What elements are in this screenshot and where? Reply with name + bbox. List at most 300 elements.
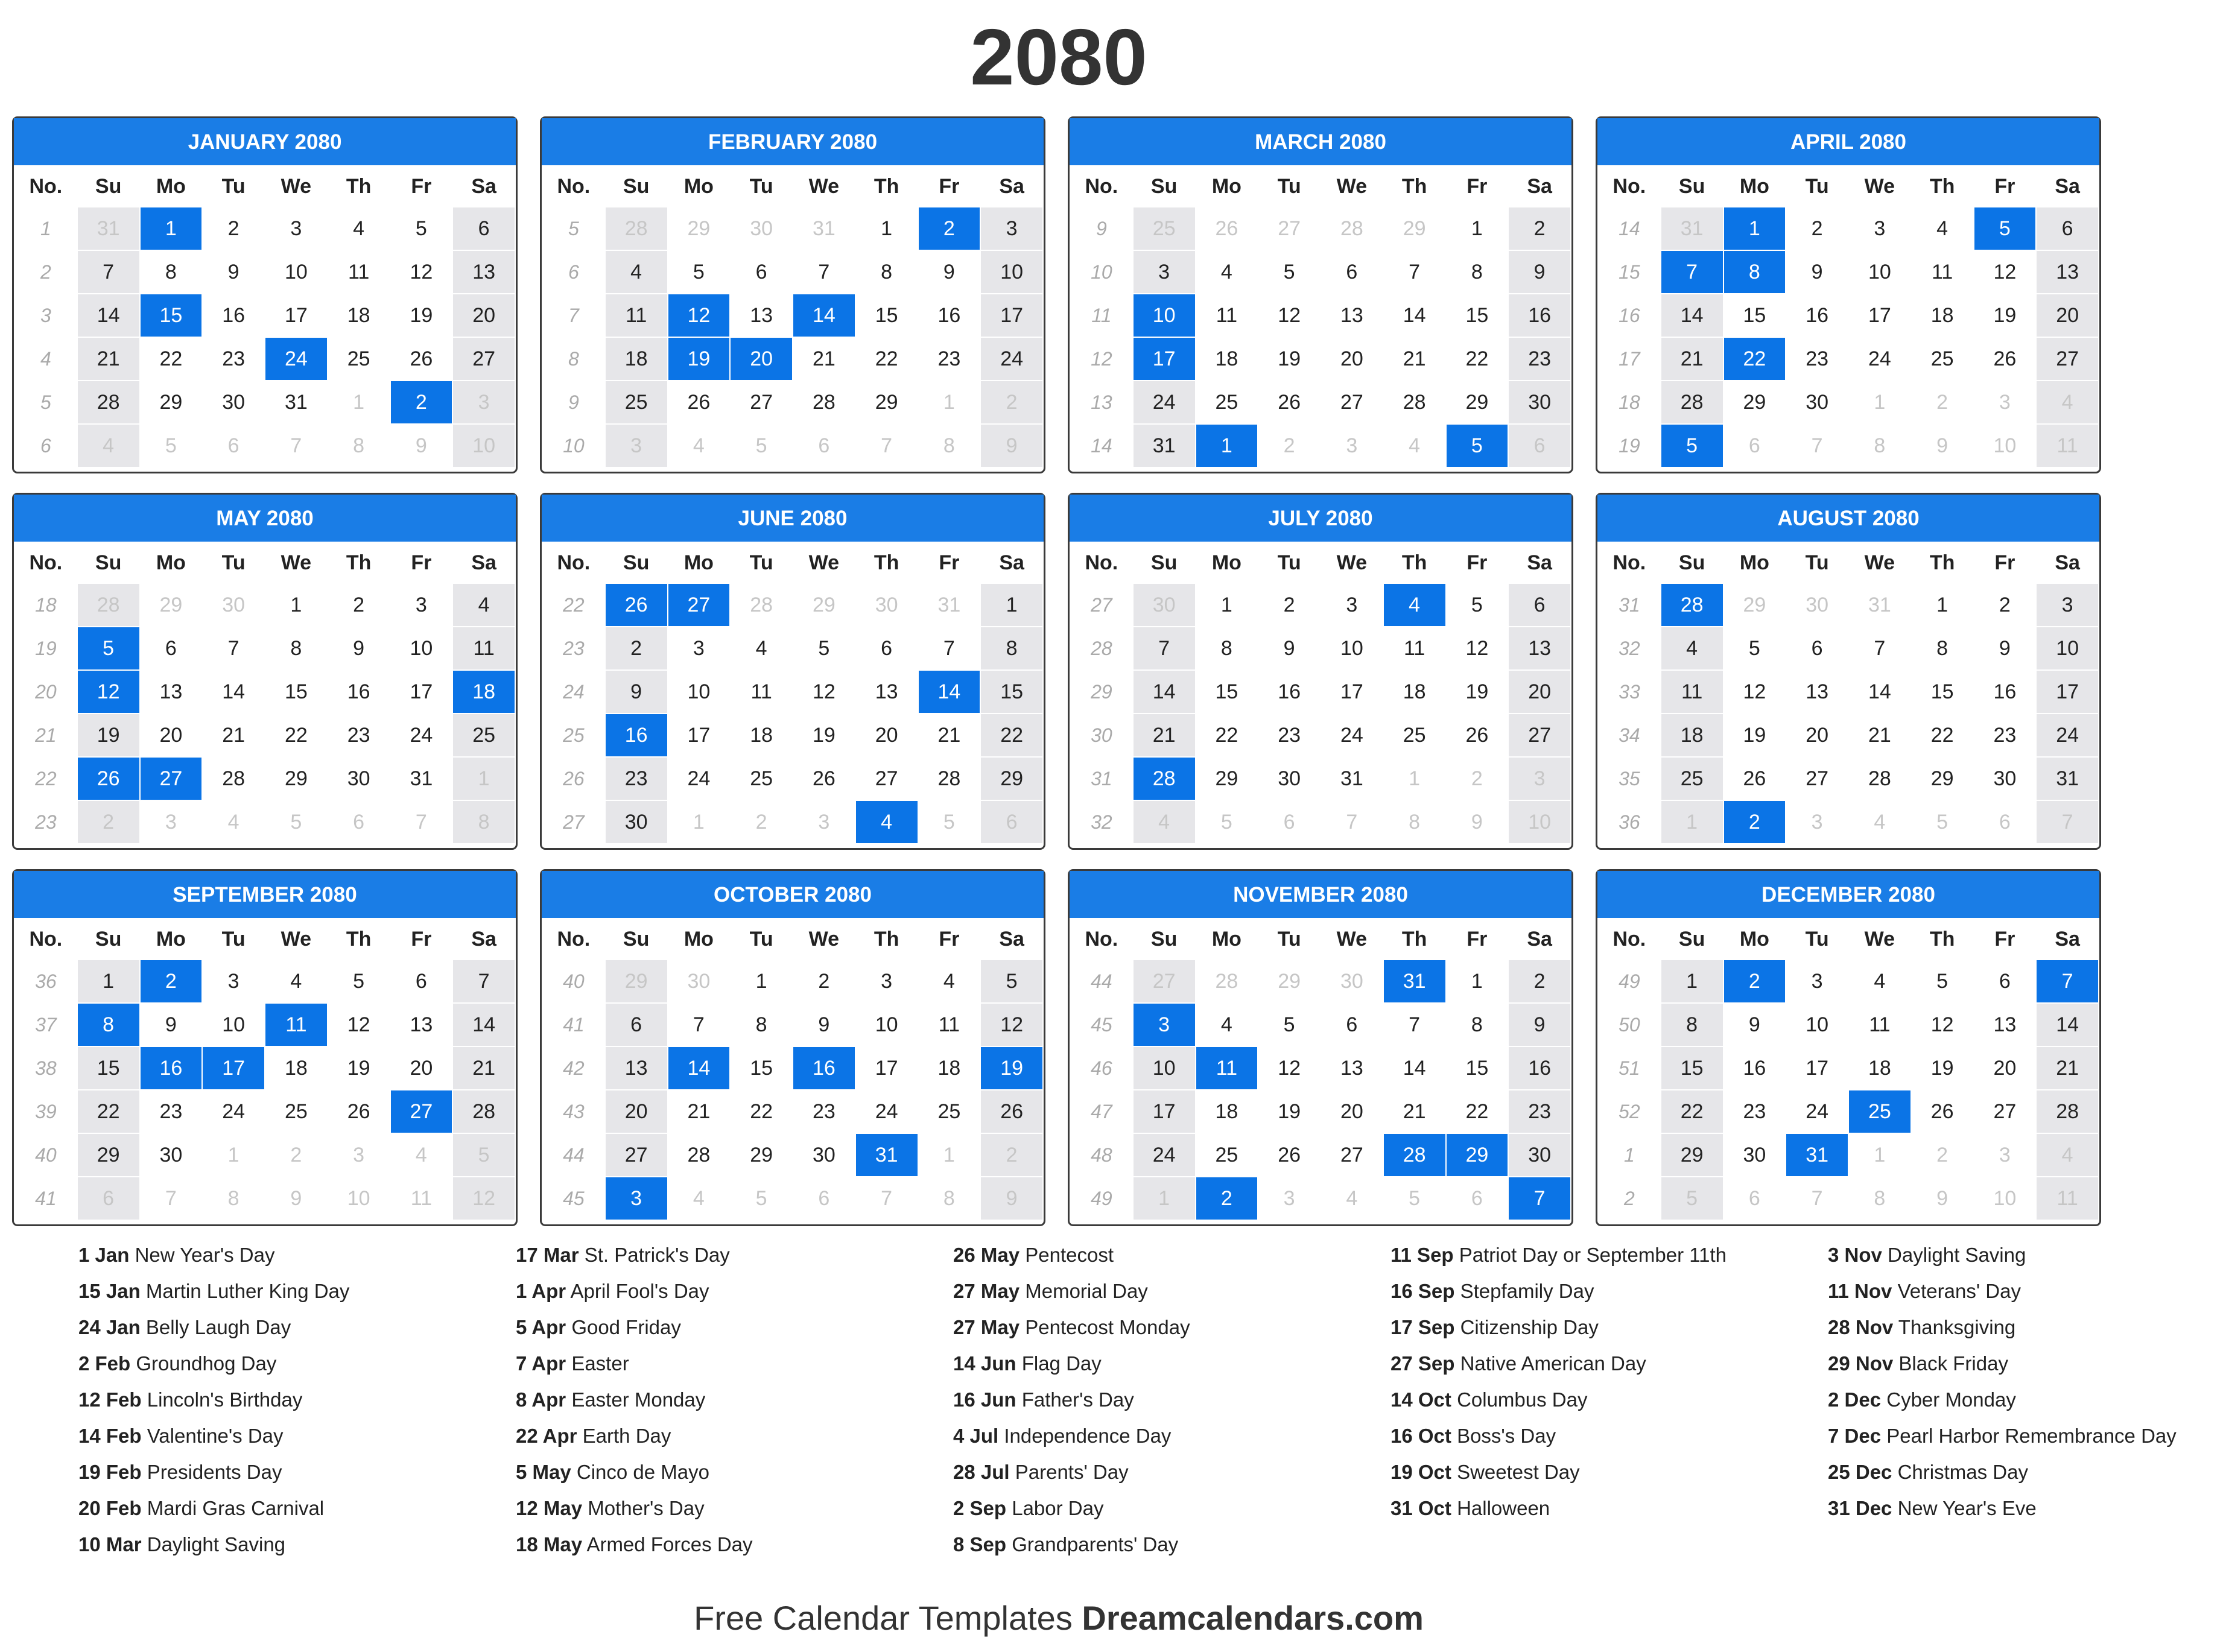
day-cell[interactable]: 11 bbox=[731, 671, 792, 714]
adjacent-day-cell[interactable]: 10 bbox=[1974, 425, 2036, 468]
day-cell[interactable]: 22 bbox=[1912, 714, 1973, 758]
holiday-day-cell[interactable]: 27 bbox=[668, 584, 730, 627]
day-cell[interactable]: 4 bbox=[328, 207, 390, 251]
adjacent-day-cell[interactable]: 8 bbox=[919, 1177, 980, 1221]
holiday-day-cell[interactable]: 5 bbox=[1974, 207, 2036, 251]
day-cell[interactable]: 5 bbox=[981, 960, 1042, 1004]
day-cell[interactable]: 20 bbox=[856, 714, 918, 758]
day-cell[interactable]: 11 bbox=[1196, 294, 1258, 338]
adjacent-day-cell[interactable]: 31 bbox=[793, 207, 855, 251]
day-cell[interactable]: 29 bbox=[1661, 1134, 1723, 1177]
day-cell[interactable]: 27 bbox=[1974, 1090, 2036, 1134]
day-cell[interactable]: 3 bbox=[1786, 960, 1848, 1004]
day-cell[interactable]: 28 bbox=[1384, 381, 1445, 425]
holiday-day-cell[interactable]: 10 bbox=[1134, 294, 1195, 338]
adjacent-day-cell[interactable]: 7 bbox=[265, 425, 327, 468]
day-cell[interactable]: 5 bbox=[328, 960, 390, 1004]
day-cell[interactable]: 5 bbox=[793, 627, 855, 671]
adjacent-day-cell[interactable]: 10 bbox=[453, 425, 515, 468]
day-cell[interactable]: 9 bbox=[203, 251, 264, 294]
adjacent-day-cell[interactable]: 5 bbox=[1661, 1177, 1723, 1221]
day-cell[interactable]: 17 bbox=[391, 671, 452, 714]
adjacent-day-cell[interactable]: 6 bbox=[793, 1177, 855, 1221]
holiday-day-cell[interactable]: 2 bbox=[1196, 1177, 1258, 1221]
holiday-day-cell[interactable]: 7 bbox=[1509, 1177, 1570, 1221]
day-cell[interactable]: 9 bbox=[1509, 251, 1570, 294]
day-cell[interactable]: 5 bbox=[391, 207, 452, 251]
day-cell[interactable]: 10 bbox=[1321, 627, 1383, 671]
day-cell[interactable]: 12 bbox=[391, 251, 452, 294]
day-cell[interactable]: 18 bbox=[328, 294, 390, 338]
day-cell[interactable]: 27 bbox=[731, 381, 792, 425]
day-cell[interactable]: 14 bbox=[1849, 671, 1910, 714]
day-cell[interactable]: 8 bbox=[981, 627, 1042, 671]
adjacent-day-cell[interactable]: 1 bbox=[1661, 801, 1723, 844]
adjacent-day-cell[interactable]: 3 bbox=[606, 425, 667, 468]
adjacent-day-cell[interactable]: 30 bbox=[203, 584, 264, 627]
adjacent-day-cell[interactable]: 4 bbox=[2037, 1134, 2098, 1177]
day-cell[interactable]: 25 bbox=[1196, 381, 1258, 425]
day-cell[interactable]: 10 bbox=[1786, 1004, 1848, 1047]
adjacent-day-cell[interactable]: 5 bbox=[141, 425, 202, 468]
day-cell[interactable]: 6 bbox=[141, 627, 202, 671]
day-cell[interactable]: 27 bbox=[1321, 381, 1383, 425]
adjacent-day-cell[interactable]: 9 bbox=[1912, 1177, 1973, 1221]
holiday-day-cell[interactable]: 28 bbox=[1134, 758, 1195, 801]
holiday-day-cell[interactable]: 27 bbox=[141, 758, 202, 801]
day-cell[interactable]: 5 bbox=[1724, 627, 1786, 671]
day-cell[interactable]: 23 bbox=[141, 1090, 202, 1134]
day-cell[interactable]: 22 bbox=[265, 714, 327, 758]
day-cell[interactable]: 6 bbox=[856, 627, 918, 671]
adjacent-day-cell[interactable]: 9 bbox=[1912, 425, 1973, 468]
day-cell[interactable]: 6 bbox=[606, 1004, 667, 1047]
holiday-day-cell[interactable]: 1 bbox=[1196, 425, 1258, 468]
holiday-day-cell[interactable]: 16 bbox=[606, 714, 667, 758]
day-cell[interactable]: 25 bbox=[731, 758, 792, 801]
adjacent-day-cell[interactable]: 29 bbox=[1258, 960, 1320, 1004]
day-cell[interactable]: 27 bbox=[606, 1134, 667, 1177]
holiday-day-cell[interactable]: 1 bbox=[141, 207, 202, 251]
day-cell[interactable]: 16 bbox=[1258, 671, 1320, 714]
day-cell[interactable]: 11 bbox=[606, 294, 667, 338]
day-cell[interactable]: 31 bbox=[391, 758, 452, 801]
day-cell[interactable]: 2 bbox=[1509, 960, 1570, 1004]
holiday-day-cell[interactable]: 5 bbox=[78, 627, 139, 671]
day-cell[interactable]: 28 bbox=[793, 381, 855, 425]
adjacent-day-cell[interactable]: 1 bbox=[1134, 1177, 1195, 1221]
holiday-day-cell[interactable]: 18 bbox=[453, 671, 515, 714]
day-cell[interactable]: 29 bbox=[856, 381, 918, 425]
day-cell[interactable]: 26 bbox=[1258, 1134, 1320, 1177]
adjacent-day-cell[interactable]: 3 bbox=[141, 801, 202, 844]
day-cell[interactable]: 25 bbox=[453, 714, 515, 758]
day-cell[interactable]: 24 bbox=[1849, 338, 1910, 381]
day-cell[interactable]: 13 bbox=[141, 671, 202, 714]
day-cell[interactable]: 17 bbox=[1321, 671, 1383, 714]
day-cell[interactable]: 9 bbox=[606, 671, 667, 714]
adjacent-day-cell[interactable]: 31 bbox=[919, 584, 980, 627]
adjacent-day-cell[interactable]: 7 bbox=[1321, 801, 1383, 844]
day-cell[interactable]: 12 bbox=[981, 1004, 1042, 1047]
adjacent-day-cell[interactable]: 6 bbox=[1258, 801, 1320, 844]
adjacent-day-cell[interactable]: 1 bbox=[453, 758, 515, 801]
adjacent-day-cell[interactable]: 1 bbox=[1384, 758, 1445, 801]
holiday-day-cell[interactable]: 2 bbox=[919, 207, 980, 251]
adjacent-day-cell[interactable]: 7 bbox=[1786, 1177, 1848, 1221]
holiday-day-cell[interactable]: 8 bbox=[1724, 251, 1786, 294]
day-cell[interactable]: 6 bbox=[1321, 1004, 1383, 1047]
day-cell[interactable]: 5 bbox=[1258, 251, 1320, 294]
day-cell[interactable]: 30 bbox=[1786, 381, 1848, 425]
adjacent-day-cell[interactable]: 28 bbox=[1321, 207, 1383, 251]
adjacent-day-cell[interactable]: 7 bbox=[856, 425, 918, 468]
day-cell[interactable]: 26 bbox=[1724, 758, 1786, 801]
day-cell[interactable]: 8 bbox=[141, 251, 202, 294]
day-cell[interactable]: 18 bbox=[1384, 671, 1445, 714]
adjacent-day-cell[interactable]: 3 bbox=[1974, 1134, 2036, 1177]
day-cell[interactable]: 25 bbox=[606, 381, 667, 425]
adjacent-day-cell[interactable]: 25 bbox=[1134, 207, 1195, 251]
day-cell[interactable]: 22 bbox=[1196, 714, 1258, 758]
day-cell[interactable]: 2 bbox=[1786, 207, 1848, 251]
day-cell[interactable]: 29 bbox=[141, 381, 202, 425]
adjacent-day-cell[interactable]: 5 bbox=[265, 801, 327, 844]
adjacent-day-cell[interactable]: 6 bbox=[328, 801, 390, 844]
day-cell[interactable]: 14 bbox=[1384, 1047, 1445, 1090]
adjacent-day-cell[interactable]: 8 bbox=[1849, 425, 1910, 468]
adjacent-day-cell[interactable]: 30 bbox=[1786, 584, 1848, 627]
holiday-day-cell[interactable]: 8 bbox=[78, 1004, 139, 1047]
day-cell[interactable]: 11 bbox=[1912, 251, 1973, 294]
day-cell[interactable]: 23 bbox=[328, 714, 390, 758]
day-cell[interactable]: 17 bbox=[1849, 294, 1910, 338]
day-cell[interactable]: 6 bbox=[1786, 627, 1848, 671]
holiday-day-cell[interactable]: 1 bbox=[1724, 207, 1786, 251]
day-cell[interactable]: 23 bbox=[793, 1090, 855, 1134]
adjacent-day-cell[interactable]: 29 bbox=[606, 960, 667, 1004]
day-cell[interactable]: 27 bbox=[1786, 758, 1848, 801]
adjacent-day-cell[interactable]: 27 bbox=[1258, 207, 1320, 251]
adjacent-day-cell[interactable]: 1 bbox=[1849, 1134, 1910, 1177]
day-cell[interactable]: 29 bbox=[1447, 381, 1508, 425]
day-cell[interactable]: 17 bbox=[668, 714, 730, 758]
holiday-day-cell[interactable]: 17 bbox=[203, 1047, 264, 1090]
day-cell[interactable]: 5 bbox=[1258, 1004, 1320, 1047]
day-cell[interactable]: 23 bbox=[1974, 714, 2036, 758]
day-cell[interactable]: 25 bbox=[1384, 714, 1445, 758]
adjacent-day-cell[interactable]: 8 bbox=[203, 1177, 264, 1221]
day-cell[interactable]: 3 bbox=[1134, 251, 1195, 294]
adjacent-day-cell[interactable]: 27 bbox=[1134, 960, 1195, 1004]
day-cell[interactable]: 10 bbox=[203, 1004, 264, 1047]
day-cell[interactable]: 10 bbox=[265, 251, 327, 294]
adjacent-day-cell[interactable]: 6 bbox=[1509, 425, 1570, 468]
day-cell[interactable]: 25 bbox=[265, 1090, 327, 1134]
day-cell[interactable]: 28 bbox=[453, 1090, 515, 1134]
day-cell[interactable]: 13 bbox=[1321, 294, 1383, 338]
holiday-day-cell[interactable]: 12 bbox=[78, 671, 139, 714]
day-cell[interactable]: 9 bbox=[328, 627, 390, 671]
day-cell[interactable]: 1 bbox=[1661, 960, 1723, 1004]
day-cell[interactable]: 11 bbox=[919, 1004, 980, 1047]
day-cell[interactable]: 28 bbox=[78, 381, 139, 425]
adjacent-day-cell[interactable]: 5 bbox=[1384, 1177, 1445, 1221]
day-cell[interactable]: 6 bbox=[2037, 207, 2098, 251]
day-cell[interactable]: 21 bbox=[793, 338, 855, 381]
day-cell[interactable]: 20 bbox=[141, 714, 202, 758]
day-cell[interactable]: 14 bbox=[203, 671, 264, 714]
adjacent-day-cell[interactable]: 1 bbox=[919, 381, 980, 425]
adjacent-day-cell[interactable]: 2 bbox=[78, 801, 139, 844]
holiday-day-cell[interactable]: 31 bbox=[1384, 960, 1445, 1004]
adjacent-day-cell[interactable]: 2 bbox=[731, 801, 792, 844]
adjacent-day-cell[interactable]: 3 bbox=[1974, 381, 2036, 425]
day-cell[interactable]: 14 bbox=[1661, 294, 1723, 338]
adjacent-day-cell[interactable]: 11 bbox=[391, 1177, 452, 1221]
day-cell[interactable]: 20 bbox=[606, 1090, 667, 1134]
day-cell[interactable]: 19 bbox=[793, 714, 855, 758]
day-cell[interactable]: 16 bbox=[1509, 1047, 1570, 1090]
holiday-day-cell[interactable]: 2 bbox=[391, 381, 452, 425]
day-cell[interactable]: 12 bbox=[1258, 1047, 1320, 1090]
adjacent-day-cell[interactable]: 28 bbox=[731, 584, 792, 627]
holiday-day-cell[interactable]: 4 bbox=[1384, 584, 1445, 627]
adjacent-day-cell[interactable]: 1 bbox=[203, 1134, 264, 1177]
day-cell[interactable]: 2 bbox=[1258, 584, 1320, 627]
adjacent-day-cell[interactable]: 6 bbox=[793, 425, 855, 468]
day-cell[interactable]: 19 bbox=[1258, 1090, 1320, 1134]
day-cell[interactable]: 16 bbox=[1974, 671, 2036, 714]
day-cell[interactable]: 1 bbox=[1447, 207, 1508, 251]
day-cell[interactable]: 1 bbox=[1912, 584, 1973, 627]
day-cell[interactable]: 23 bbox=[1509, 338, 1570, 381]
day-cell[interactable]: 4 bbox=[265, 960, 327, 1004]
adjacent-day-cell[interactable]: 31 bbox=[1849, 584, 1910, 627]
adjacent-day-cell[interactable]: 4 bbox=[1134, 801, 1195, 844]
day-cell[interactable]: 10 bbox=[391, 627, 452, 671]
day-cell[interactable]: 25 bbox=[1912, 338, 1973, 381]
day-cell[interactable]: 6 bbox=[731, 251, 792, 294]
day-cell[interactable]: 24 bbox=[391, 714, 452, 758]
day-cell[interactable]: 6 bbox=[1974, 960, 2036, 1004]
day-cell[interactable]: 22 bbox=[856, 338, 918, 381]
adjacent-day-cell[interactable]: 4 bbox=[668, 1177, 730, 1221]
adjacent-day-cell[interactable]: 4 bbox=[203, 801, 264, 844]
day-cell[interactable]: 13 bbox=[1509, 627, 1570, 671]
holiday-day-cell[interactable]: 3 bbox=[606, 1177, 667, 1221]
day-cell[interactable]: 11 bbox=[1384, 627, 1445, 671]
adjacent-day-cell[interactable]: 9 bbox=[981, 425, 1042, 468]
adjacent-day-cell[interactable]: 6 bbox=[203, 425, 264, 468]
adjacent-day-cell[interactable]: 6 bbox=[1724, 425, 1786, 468]
holiday-day-cell[interactable]: 19 bbox=[668, 338, 730, 381]
day-cell[interactable]: 1 bbox=[981, 584, 1042, 627]
holiday-day-cell[interactable]: 15 bbox=[141, 294, 202, 338]
holiday-day-cell[interactable]: 28 bbox=[1661, 584, 1723, 627]
day-cell[interactable]: 13 bbox=[731, 294, 792, 338]
day-cell[interactable]: 23 bbox=[1786, 338, 1848, 381]
day-cell[interactable]: 29 bbox=[1196, 758, 1258, 801]
adjacent-day-cell[interactable]: 5 bbox=[919, 801, 980, 844]
holiday-day-cell[interactable]: 14 bbox=[919, 671, 980, 714]
day-cell[interactable]: 3 bbox=[1321, 584, 1383, 627]
day-cell[interactable]: 10 bbox=[668, 671, 730, 714]
day-cell[interactable]: 24 bbox=[1321, 714, 1383, 758]
day-cell[interactable]: 4 bbox=[1196, 1004, 1258, 1047]
day-cell[interactable]: 4 bbox=[1661, 627, 1723, 671]
day-cell[interactable]: 30 bbox=[793, 1134, 855, 1177]
day-cell[interactable]: 1 bbox=[265, 584, 327, 627]
day-cell[interactable]: 21 bbox=[919, 714, 980, 758]
day-cell[interactable]: 15 bbox=[265, 671, 327, 714]
adjacent-day-cell[interactable]: 30 bbox=[856, 584, 918, 627]
day-cell[interactable]: 29 bbox=[1724, 381, 1786, 425]
day-cell[interactable]: 7 bbox=[1134, 627, 1195, 671]
adjacent-day-cell[interactable]: 8 bbox=[328, 425, 390, 468]
day-cell[interactable]: 31 bbox=[1134, 425, 1195, 468]
day-cell[interactable]: 21 bbox=[1661, 338, 1723, 381]
holiday-day-cell[interactable]: 4 bbox=[856, 801, 918, 844]
day-cell[interactable]: 8 bbox=[856, 251, 918, 294]
day-cell[interactable]: 28 bbox=[1849, 758, 1910, 801]
day-cell[interactable]: 3 bbox=[203, 960, 264, 1004]
day-cell[interactable]: 29 bbox=[731, 1134, 792, 1177]
day-cell[interactable]: 30 bbox=[1974, 758, 2036, 801]
day-cell[interactable]: 29 bbox=[265, 758, 327, 801]
day-cell[interactable]: 22 bbox=[1661, 1090, 1723, 1134]
day-cell[interactable]: 20 bbox=[1786, 714, 1848, 758]
day-cell[interactable]: 19 bbox=[328, 1047, 390, 1090]
adjacent-day-cell[interactable]: 9 bbox=[265, 1177, 327, 1221]
day-cell[interactable]: 5 bbox=[668, 251, 730, 294]
day-cell[interactable]: 28 bbox=[2037, 1090, 2098, 1134]
day-cell[interactable]: 24 bbox=[981, 338, 1042, 381]
day-cell[interactable]: 24 bbox=[668, 758, 730, 801]
day-cell[interactable]: 30 bbox=[1724, 1134, 1786, 1177]
adjacent-day-cell[interactable]: 29 bbox=[1384, 207, 1445, 251]
holiday-day-cell[interactable]: 20 bbox=[731, 338, 792, 381]
adjacent-day-cell[interactable]: 6 bbox=[1724, 1177, 1786, 1221]
day-cell[interactable]: 17 bbox=[856, 1047, 918, 1090]
adjacent-day-cell[interactable]: 29 bbox=[668, 207, 730, 251]
day-cell[interactable]: 13 bbox=[453, 251, 515, 294]
day-cell[interactable]: 3 bbox=[668, 627, 730, 671]
day-cell[interactable]: 7 bbox=[203, 627, 264, 671]
adjacent-day-cell[interactable]: 4 bbox=[668, 425, 730, 468]
adjacent-day-cell[interactable]: 3 bbox=[793, 801, 855, 844]
day-cell[interactable]: 24 bbox=[1786, 1090, 1848, 1134]
day-cell[interactable]: 17 bbox=[1786, 1047, 1848, 1090]
adjacent-day-cell[interactable]: 4 bbox=[78, 425, 139, 468]
day-cell[interactable]: 31 bbox=[1321, 758, 1383, 801]
adjacent-day-cell[interactable]: 26 bbox=[1196, 207, 1258, 251]
adjacent-day-cell[interactable]: 3 bbox=[453, 381, 515, 425]
day-cell[interactable]: 27 bbox=[453, 338, 515, 381]
adjacent-day-cell[interactable]: 30 bbox=[1134, 584, 1195, 627]
day-cell[interactable]: 21 bbox=[668, 1090, 730, 1134]
day-cell[interactable]: 11 bbox=[1849, 1004, 1910, 1047]
day-cell[interactable]: 26 bbox=[1447, 714, 1508, 758]
day-cell[interactable]: 13 bbox=[391, 1004, 452, 1047]
day-cell[interactable]: 9 bbox=[919, 251, 980, 294]
holiday-day-cell[interactable]: 5 bbox=[1661, 425, 1723, 468]
day-cell[interactable]: 17 bbox=[981, 294, 1042, 338]
adjacent-day-cell[interactable]: 1 bbox=[328, 381, 390, 425]
day-cell[interactable]: 15 bbox=[1724, 294, 1786, 338]
day-cell[interactable]: 13 bbox=[1321, 1047, 1383, 1090]
day-cell[interactable]: 15 bbox=[1196, 671, 1258, 714]
day-cell[interactable]: 17 bbox=[2037, 671, 2098, 714]
day-cell[interactable]: 4 bbox=[453, 584, 515, 627]
adjacent-day-cell[interactable]: 10 bbox=[1974, 1177, 2036, 1221]
adjacent-day-cell[interactable]: 2 bbox=[1912, 1134, 1973, 1177]
day-cell[interactable]: 15 bbox=[1447, 1047, 1508, 1090]
adjacent-day-cell[interactable]: 30 bbox=[1321, 960, 1383, 1004]
adjacent-day-cell[interactable]: 9 bbox=[1447, 801, 1508, 844]
day-cell[interactable]: 9 bbox=[1974, 627, 2036, 671]
adjacent-day-cell[interactable]: 5 bbox=[731, 425, 792, 468]
holiday-day-cell[interactable]: 3 bbox=[1134, 1004, 1195, 1047]
adjacent-day-cell[interactable]: 2 bbox=[981, 1134, 1042, 1177]
day-cell[interactable]: 4 bbox=[1849, 960, 1910, 1004]
day-cell[interactable]: 28 bbox=[1661, 381, 1723, 425]
day-cell[interactable]: 7 bbox=[1384, 1004, 1445, 1047]
holiday-day-cell[interactable]: 12 bbox=[668, 294, 730, 338]
day-cell[interactable]: 21 bbox=[1849, 714, 1910, 758]
adjacent-day-cell[interactable]: 7 bbox=[856, 1177, 918, 1221]
adjacent-day-cell[interactable]: 2 bbox=[1447, 758, 1508, 801]
day-cell[interactable]: 27 bbox=[856, 758, 918, 801]
holiday-day-cell[interactable]: 24 bbox=[265, 338, 327, 381]
day-cell[interactable]: 31 bbox=[2037, 758, 2098, 801]
day-cell[interactable]: 7 bbox=[668, 1004, 730, 1047]
day-cell[interactable]: 30 bbox=[141, 1134, 202, 1177]
day-cell[interactable]: 20 bbox=[1974, 1047, 2036, 1090]
day-cell[interactable]: 6 bbox=[1509, 584, 1570, 627]
day-cell[interactable]: 3 bbox=[1849, 207, 1910, 251]
day-cell[interactable]: 16 bbox=[919, 294, 980, 338]
holiday-day-cell[interactable]: 22 bbox=[1724, 338, 1786, 381]
day-cell[interactable]: 23 bbox=[203, 338, 264, 381]
adjacent-day-cell[interactable]: 4 bbox=[1321, 1177, 1383, 1221]
day-cell[interactable]: 16 bbox=[1509, 294, 1570, 338]
adjacent-day-cell[interactable]: 30 bbox=[668, 960, 730, 1004]
adjacent-day-cell[interactable]: 9 bbox=[981, 1177, 1042, 1221]
day-cell[interactable]: 7 bbox=[78, 251, 139, 294]
adjacent-day-cell[interactable]: 8 bbox=[453, 801, 515, 844]
adjacent-day-cell[interactable]: 29 bbox=[793, 584, 855, 627]
day-cell[interactable]: 5 bbox=[1447, 584, 1508, 627]
day-cell[interactable]: 22 bbox=[141, 338, 202, 381]
day-cell[interactable]: 9 bbox=[793, 1004, 855, 1047]
day-cell[interactable]: 1 bbox=[731, 960, 792, 1004]
day-cell[interactable]: 13 bbox=[2037, 251, 2098, 294]
adjacent-day-cell[interactable]: 7 bbox=[391, 801, 452, 844]
adjacent-day-cell[interactable]: 7 bbox=[1786, 425, 1848, 468]
day-cell[interactable]: 20 bbox=[453, 294, 515, 338]
day-cell[interactable]: 9 bbox=[1509, 1004, 1570, 1047]
adjacent-day-cell[interactable]: 7 bbox=[141, 1177, 202, 1221]
adjacent-day-cell[interactable]: 4 bbox=[391, 1134, 452, 1177]
day-cell[interactable]: 21 bbox=[1384, 1090, 1445, 1134]
adjacent-day-cell[interactable]: 6 bbox=[1974, 801, 2036, 844]
day-cell[interactable]: 18 bbox=[731, 714, 792, 758]
day-cell[interactable]: 18 bbox=[1196, 1090, 1258, 1134]
day-cell[interactable]: 4 bbox=[606, 251, 667, 294]
day-cell[interactable]: 10 bbox=[1849, 251, 1910, 294]
day-cell[interactable]: 14 bbox=[1384, 294, 1445, 338]
